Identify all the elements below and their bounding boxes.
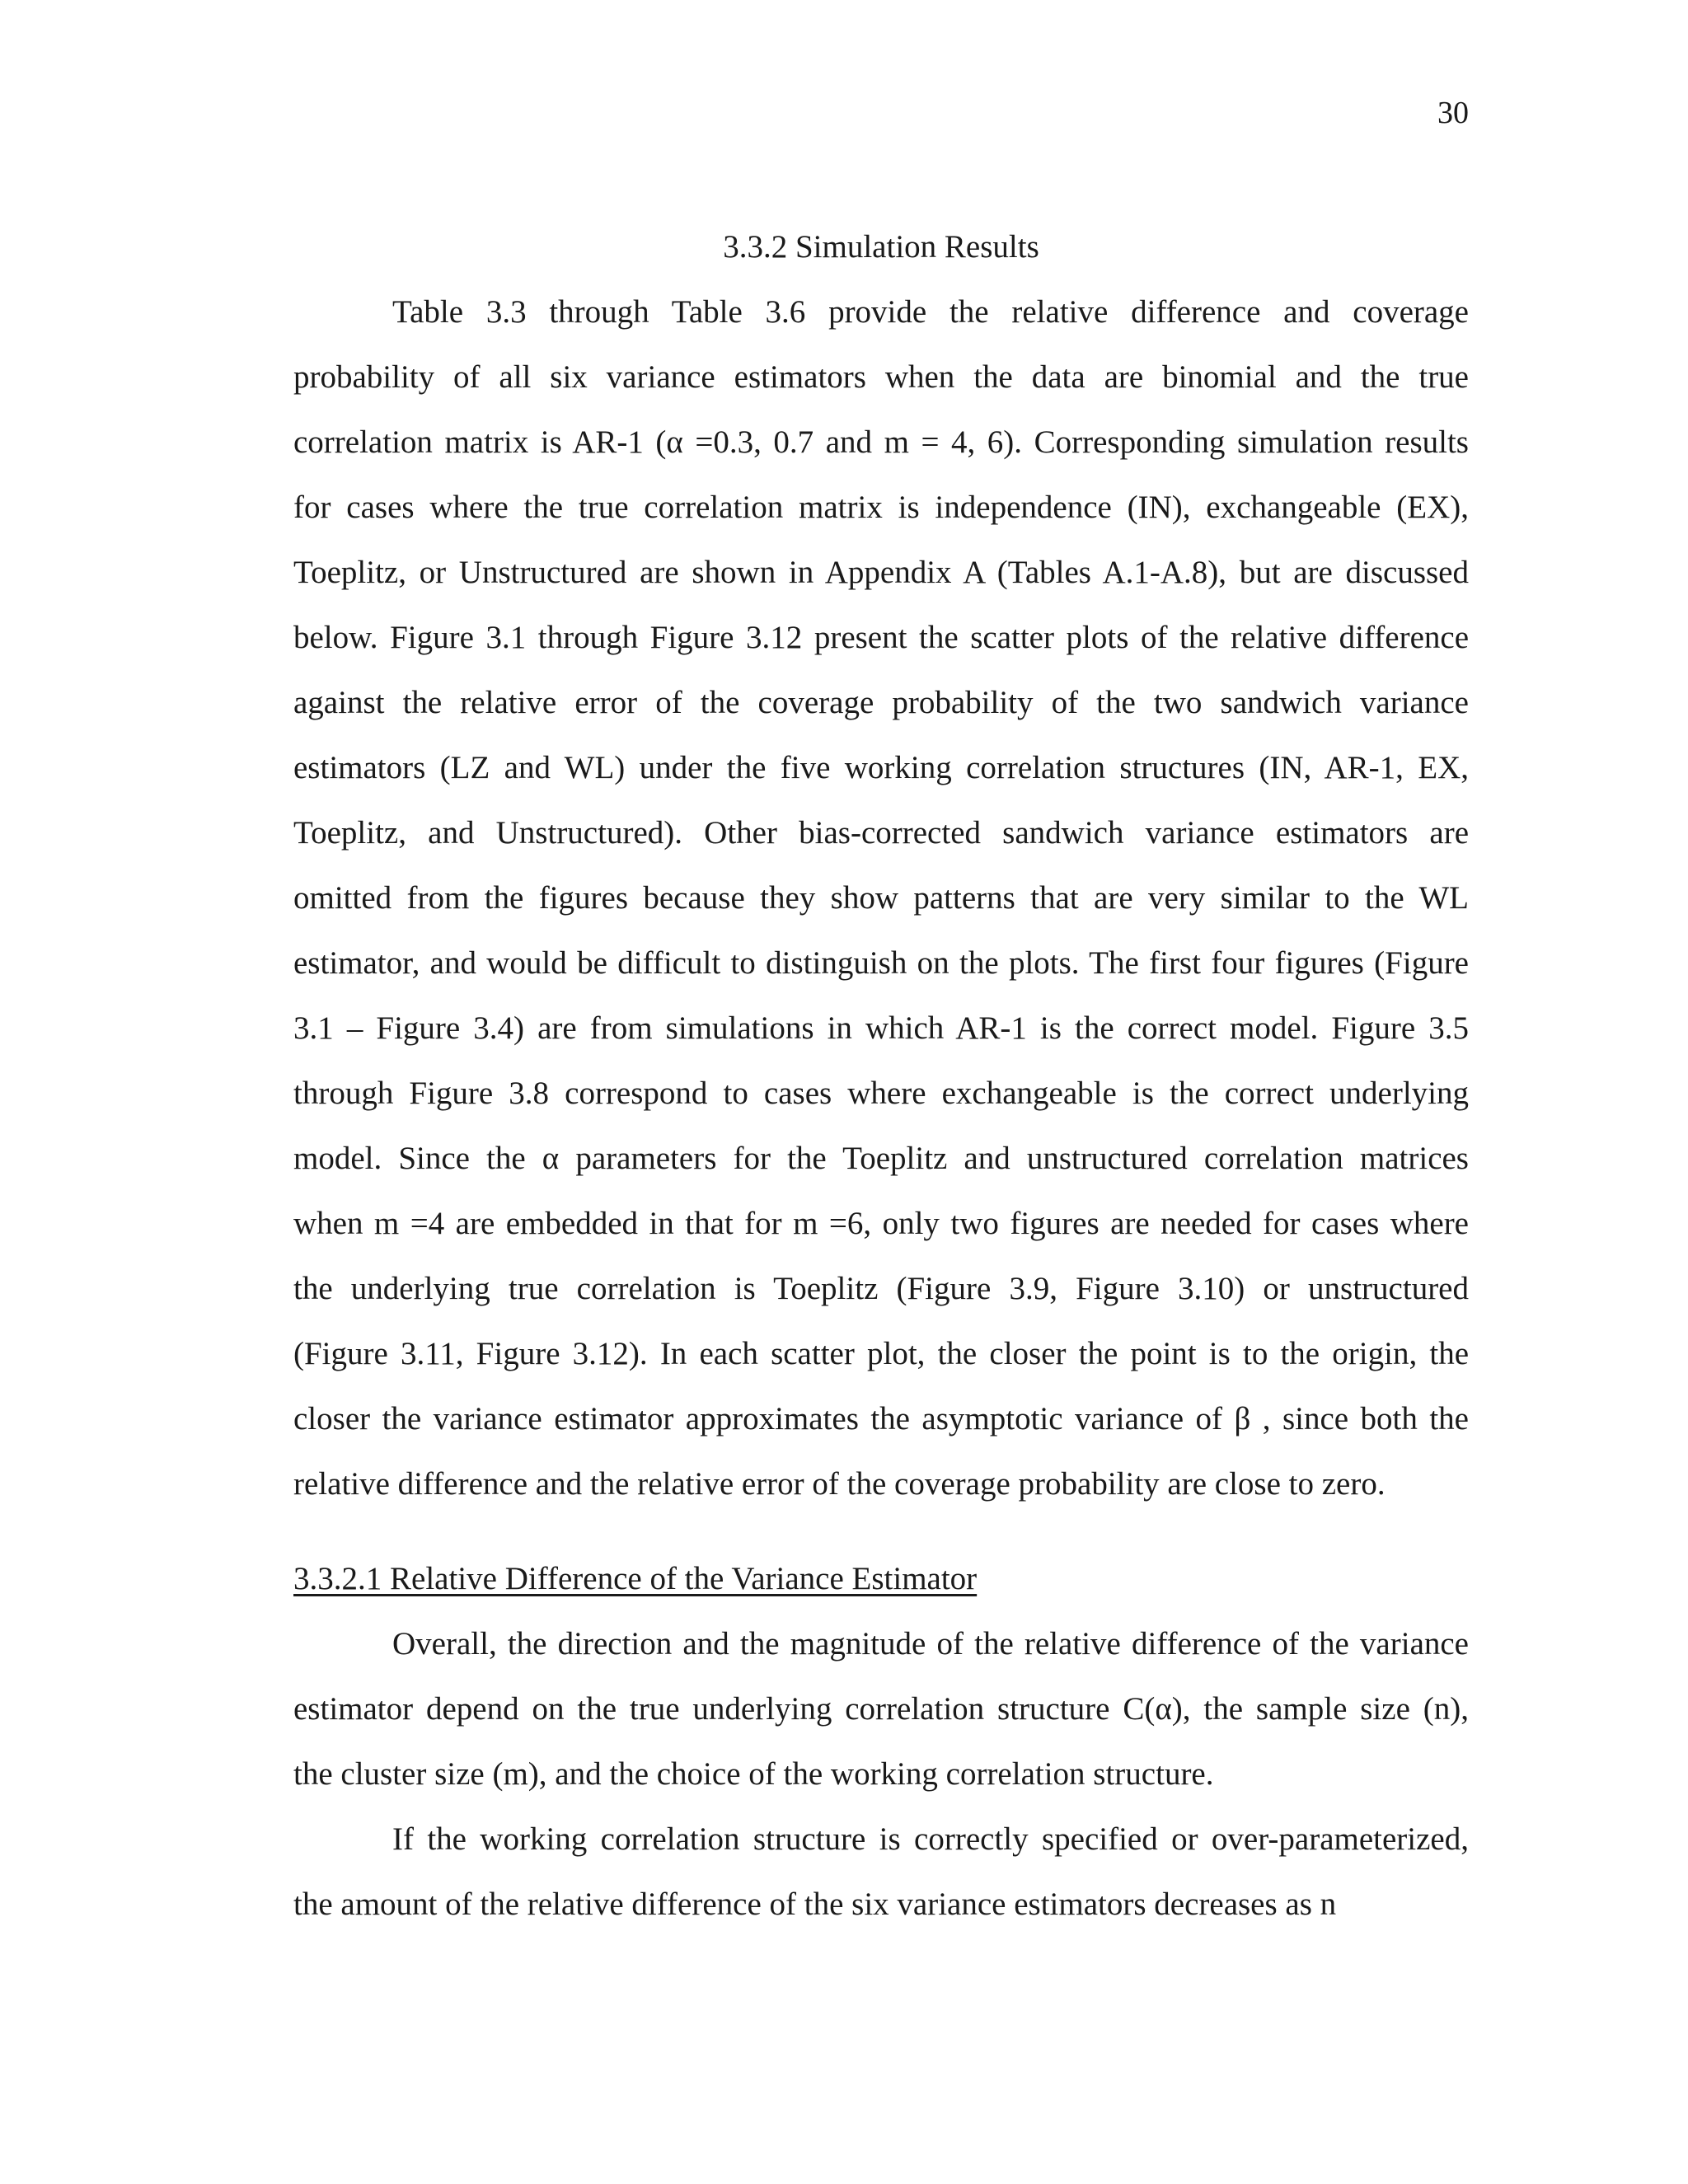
- text-line: relative difference and the relative error of the coverage probability are close to zero.: [293, 1466, 1386, 1502]
- page-body: [293, 214, 1469, 1937]
- text-line: for cases where the true correlation matrix is independence (IN), exchangeable (EX),: [293, 490, 1469, 525]
- text-line: model. Since the α parameters for the Toeplitz and unstructured correlation matrices: [293, 1141, 1469, 1176]
- text-line: closer the variance estimator approximates the asymptotic variance of β , since both the: [293, 1401, 1469, 1436]
- text-line: omitted from the figures because they show patterns that are very similar to the WL: [293, 880, 1469, 916]
- subsection-heading: 3.3.2.1 Relative Difference of the Variance Estimator: [293, 1561, 978, 1596]
- subsection-paragraph: [293, 1807, 1469, 1937]
- text-line: estimator depend on the true underlying correlation structure C(α), the sample size (n),: [293, 1691, 1469, 1727]
- subsection-paragraph: [293, 1611, 1469, 1807]
- text-line: (Figure 3.11, Figure 3.12). In each scatter plot, the closer the point is to the origin, the: [293, 1336, 1469, 1371]
- text-line: Toeplitz, or Unstructured are shown in Appendix A (Tables A.1-A.8), but are discussed: [293, 555, 1469, 590]
- text-line: Toeplitz, and Unstructured). Other bias-corrected sandwich variance estimators are: [293, 815, 1469, 851]
- text-line: estimators (LZ and WL) under the five working correlation structures (IN, AR-1, EX,: [293, 750, 1469, 785]
- text-line: against the relative error of the coverage probability of the two sandwich variance: [293, 685, 1469, 720]
- text-line: correlation matrix is AR-1 (α =0.3, 0.7 and m = 4, 6). Corresponding simulation results: [293, 424, 1469, 460]
- text-line: estimator, and would be difficult to distinguish on the plots. The first four figures (Figure: [293, 945, 1469, 981]
- page-number: 30: [1437, 96, 1469, 130]
- text-line: Overall, the direction and the magnitude of the relative difference of the variance: [392, 1626, 1469, 1661]
- text-line: when m =4 are embedded in that for m =6, only two figures are needed for cases where: [293, 1206, 1469, 1241]
- section-heading: 3.3.2 Simulation Results: [723, 229, 1039, 265]
- text-line: the underlying true correlation is Toeplitz (Figure 3.9, Figure 3.10) or unstructured: [293, 1271, 1469, 1306]
- text-line: Table 3.3 through Table 3.6 provide the relative difference and coverage: [392, 294, 1469, 330]
- text-line: below. Figure 3.1 through Figure 3.12 present the scatter plots of the relative difference: [293, 620, 1469, 655]
- text-line: through Figure 3.8 correspond to cases where exchangeable is the correct underlying: [293, 1076, 1469, 1111]
- text-line: probability of all six variance estimators when the data are binomial and the true: [293, 359, 1469, 395]
- text-line: If the working correlation structure is correctly specified or over-parameterized,: [392, 1821, 1469, 1857]
- text-line: the cluster size (m), and the choice of the working correlation structure.: [293, 1756, 1214, 1792]
- text-line: 3.1 – Figure 3.4) are from simulations in which AR-1 is the correct model. Figure 3.5: [293, 1010, 1469, 1046]
- text-line: the amount of the relative difference of the six variance estimators decreases as n: [293, 1886, 1337, 1922]
- section-paragraph: [293, 279, 1469, 1516]
